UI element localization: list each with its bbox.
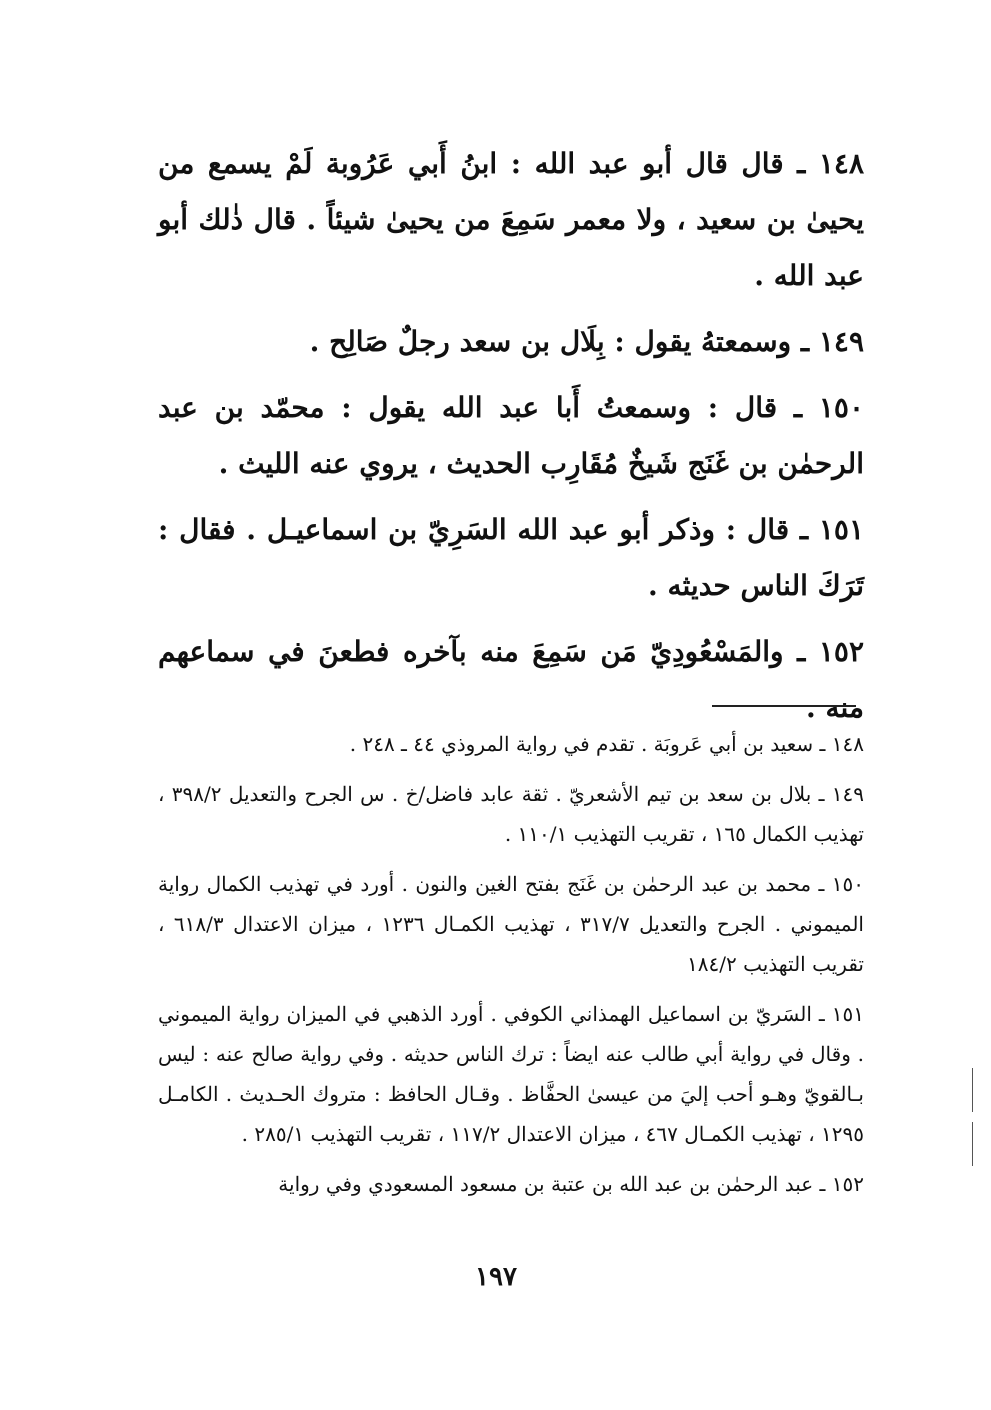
narration-151: ١٥١ ـ قال : وذكر أبو عبد الله السَرِيّ بن اسماعيـل . فقال : تَرَكَ الناس حديثه . xyxy=(158,513,864,602)
footnote-148: ١٤٨ ـ سعيد بن أبي عَروبَة . تقدم في رواية المروذي ٤٤ ـ ٢٤٨ . xyxy=(349,732,864,756)
narration-149: ١٤٩ ـ وسمعتهُ يقول : بِلَال بن سعد رجلٌ صَالِح . xyxy=(309,325,864,358)
margin-line-mark xyxy=(972,1122,973,1166)
footnote-151: ١٥١ ـ السَريّ بن اسماعيل الهمذاني الكوفي . أورد الذهبي في الميزان رواية الميموني . وقال في رواية أبي طالب عنه ايضاً : ترك الناس حديثه . وفي رواية صالح عنه : ليس بـالقويّ وهـو أحب إليَ من عيسىٰ الحفَّاظ . وقـال الحافظ : متروك الحـديث . الكامـل ١٢٩٥ ، تهذيب الكمـال ٤٦٧ ، ميزان الاعتدال ١١٧/٢ ، تقريب التهذيب ٢٨٥/١ . xyxy=(158,1002,865,1146)
footnote-separator xyxy=(712,705,856,707)
main-text-block xyxy=(158,136,864,746)
footnote-149: ١٤٩ ـ بلال بن سعد بن تيم الأشعريّ . ثقة عابد فاضل/خ . س الجرح والتعديل ٣٩٨/٢ ، تهذيب الكمال ١٦٥ ، تقريب التهذيب ١١٠/١ . xyxy=(158,782,864,846)
footnote-152: ١٥٢ ـ عبد الرحمٰن بن عبد الله بن عتبة بن مسعود المسعودي وفي رواية xyxy=(278,1172,864,1196)
narration-148: ١٤٨ ـ قال قال أبو عبد الله : ابنُ أَبي عَرُوبة لَمْ يسمع من يحيىٰ بن سعيد ، ولا معمر سَمِعَ من يحيىٰ شيئاً . قال ذٰلك أبو عبد الله . xyxy=(158,147,864,292)
narration-152: ١٥٢ ـ والمَسْعُودِيّ مَن سَمِعَ منه بآخره فطعنَ في سماعهم منه . xyxy=(158,635,864,724)
page-number: ١٩٧ xyxy=(475,1262,517,1292)
narration-150: ١٥٠ ـ قال : وسمعتُ أَبا عبد الله يقول : محمّد بن عبد الرحمٰن بن غَنَج شَيخٌ مُقَارِب الحديث ، يروي عنه الليث . xyxy=(158,391,864,480)
footnote-150: ١٥٠ ـ محمد بن عبد الرحمٰن بن غَنَج بفتح الغين والنون . أورد في تهذيب الكمال رواية الميموني . الجرح والتعديل ٣١٧/٧ ، تهذيب الكمـال ١٢٣٦ ، ميزان الاعتدال ٦١٨/٣ ، تقريب التهذيب ١٨٤/٢ xyxy=(158,872,864,976)
footnotes-block xyxy=(158,724,864,1214)
margin-line-mark xyxy=(972,1068,973,1112)
